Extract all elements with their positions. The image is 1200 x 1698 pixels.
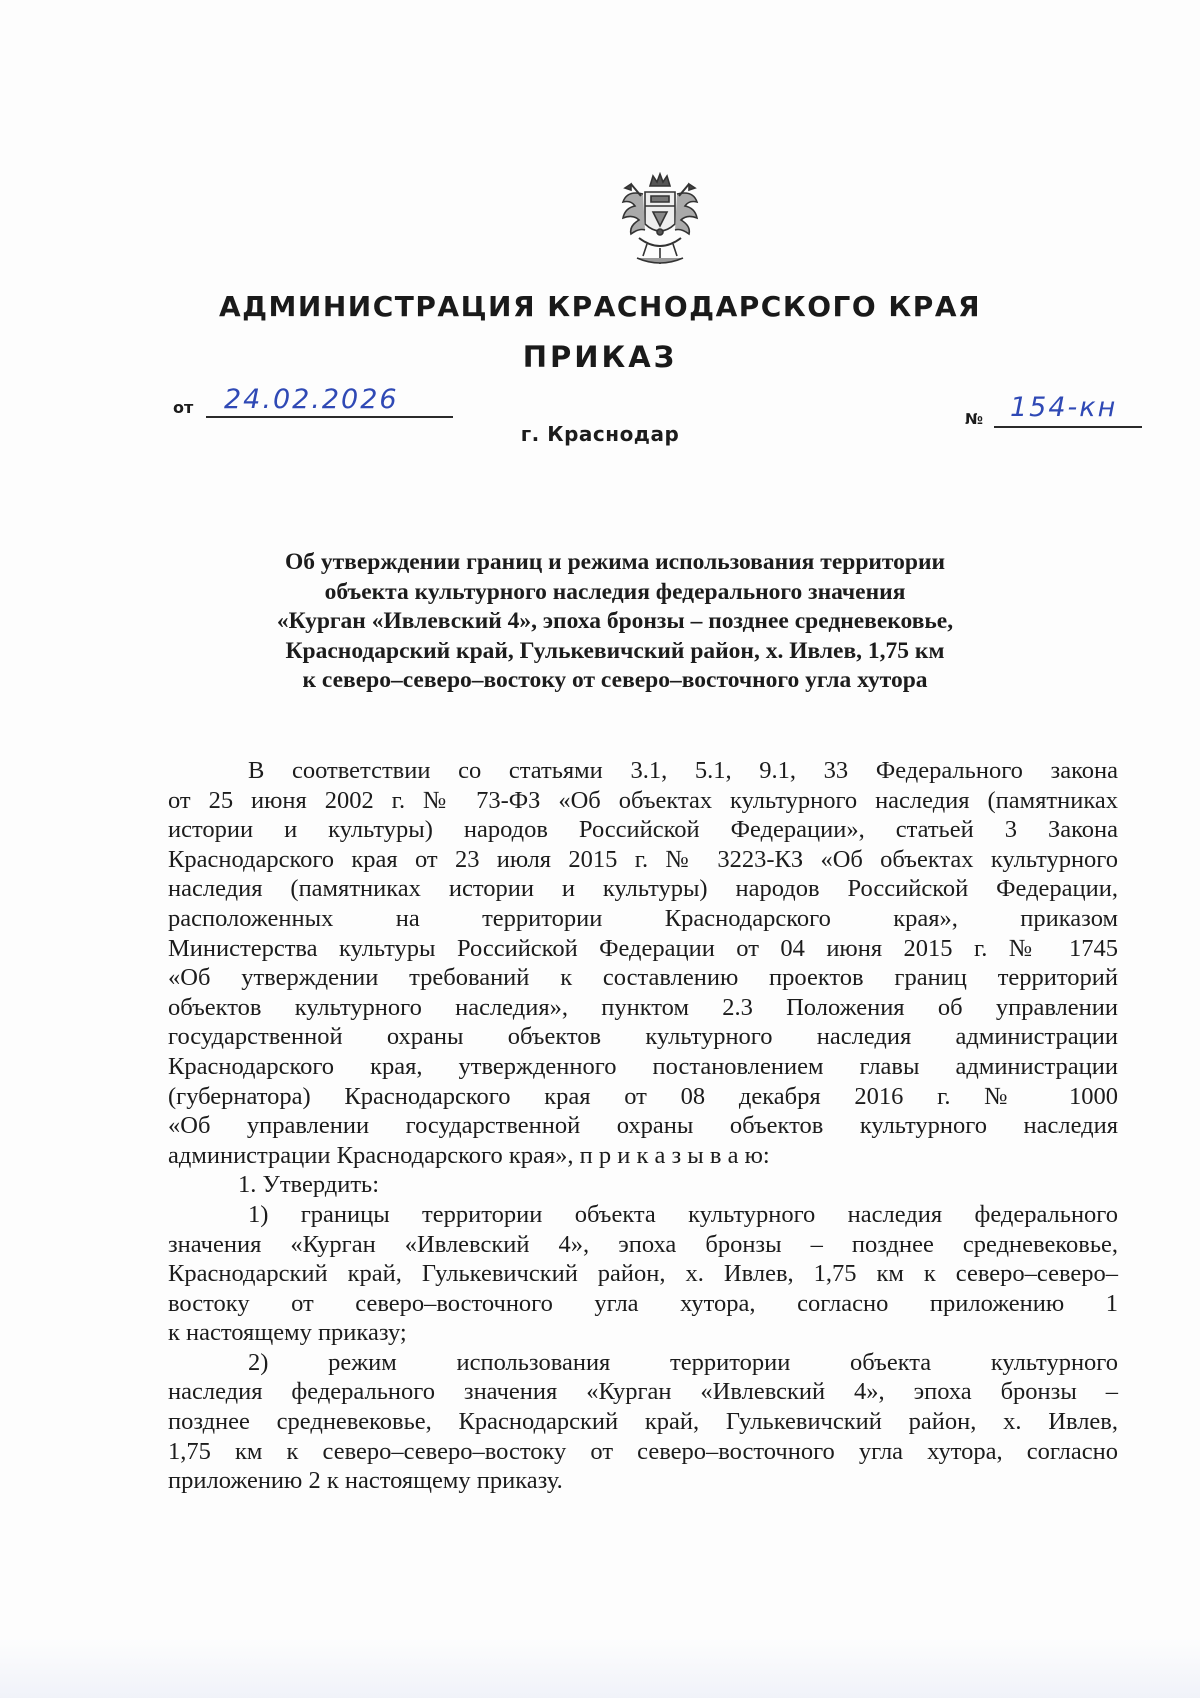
body-line: Краснодарский край, Гулькевичский район, х. Ивлев, 1,75 км к северо–северо– bbox=[168, 1260, 1118, 1288]
date-value: 24.02.2026 bbox=[224, 384, 399, 415]
title-line: Об утверждении границ и режима использования территории bbox=[284, 549, 946, 575]
body-line: 1. Утвердить: bbox=[238, 1171, 380, 1199]
body-line: Краснодарского края от 23 июля 2015 г. № 3223-КЗ «Об объектах культурного bbox=[168, 845, 1118, 873]
date-label: от bbox=[173, 398, 194, 417]
number-value: 154-кн bbox=[1010, 392, 1118, 423]
body-line: позднее средневековье, Краснодарский край, Гулькевичский район, х. Ивлев, bbox=[168, 1408, 1118, 1436]
body-line: приложению 2 к настоящему приказу. bbox=[168, 1467, 563, 1495]
city-label: г. Краснодар bbox=[520, 422, 680, 446]
body-line: к настоящему приказу; bbox=[168, 1319, 407, 1347]
document-body bbox=[168, 756, 1118, 1496]
body-line: объектов культурного наследия», пунктом 2.3 Положения об управлении bbox=[168, 993, 1118, 1021]
body-line: (губернатора) Краснодарского края от 08 декабря 2016 г. № 1000 bbox=[168, 1082, 1118, 1110]
body-line: «Об управлении государственной охраны объектов культурного наследия bbox=[168, 1112, 1118, 1140]
body-line: наследия (памятниках истории и культуры) народов Российской Федерации, bbox=[168, 875, 1118, 903]
title-line: Краснодарский край, Гулькевичский район, х. Ивлев, 1,75 км bbox=[285, 637, 945, 664]
body-line: администрации Краснодарского края», п р и к а з ы в а ю: bbox=[168, 1141, 770, 1169]
body-line: востоку от северо–восточного угла хутора, согласно приложению 1 bbox=[168, 1289, 1118, 1317]
coat-of-arms-icon bbox=[617, 172, 703, 268]
body-line: от 25 июня 2002 г. № 73-ФЗ «Об объектах культурного наследия (памятниках bbox=[168, 786, 1118, 814]
body-line: «Об утверждении требований к составлению проектов границ территорий bbox=[168, 964, 1118, 992]
title-line: «Курган «Ивлевский 4», эпоха бронзы – позднее средневековье, bbox=[276, 608, 954, 634]
body-line: 2) режим использования территории объекта культурного bbox=[248, 1348, 1118, 1376]
organization-name: АДМИНИСТРАЦИЯ КРАСНОДАРСКОГО КРАЯ bbox=[218, 290, 982, 323]
document-type: ПРИКАЗ bbox=[522, 340, 678, 374]
number-field bbox=[994, 392, 1142, 428]
date-field bbox=[206, 384, 453, 418]
body-line: государственной охраны объектов культурного наследия администрации bbox=[168, 1023, 1118, 1051]
title-line: объекта культурного наследия федерального значения bbox=[324, 578, 906, 605]
document-title bbox=[180, 548, 1050, 696]
body-line: В соответствии со статьями 3.1, 5.1, 9.1, 33 Федерального закона bbox=[248, 757, 1118, 784]
body-line: расположенных на территории Краснодарского края», приказом bbox=[168, 904, 1118, 932]
title-line: к северо–северо–востоку от северо–восточного угла хутора bbox=[302, 667, 928, 693]
body-line: 1) границы территории объекта культурного наследия федерального bbox=[248, 1200, 1118, 1228]
body-line: Министерства культуры Российской Федерации от 04 июня 2015 г. № 1745 bbox=[168, 934, 1118, 962]
number-label: № bbox=[965, 410, 984, 428]
body-line: наследия федерального значения «Курган «Ивлевский 4», эпоха бронзы – bbox=[168, 1378, 1118, 1406]
scan-edge-shading bbox=[0, 1638, 1200, 1698]
body-line: Краснодарского края, утвержденного постановлением главы администрации bbox=[168, 1052, 1118, 1080]
body-line: 1,75 км к северо–северо–востоку от северо–восточного угла хутора, согласно bbox=[168, 1437, 1118, 1465]
body-line: истории и культуры) народов Российской Федерации», статьей 3 Закона bbox=[168, 816, 1118, 844]
body-line: значения «Курган «Ивлевский 4», эпоха бронзы – позднее средневековье, bbox=[168, 1230, 1118, 1258]
